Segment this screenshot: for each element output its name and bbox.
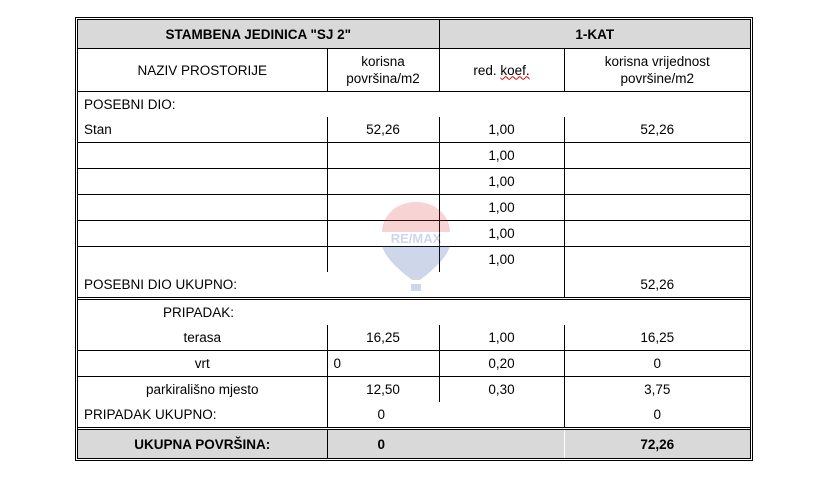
room-name: Stan: [78, 117, 327, 143]
col-area-header: [327, 49, 439, 92]
room-name: [78, 169, 327, 195]
unit-title: STAMBENA JEDINICA "SJ 2": [78, 20, 439, 49]
grand-value: 72,26: [564, 429, 750, 459]
col-coef-header: [439, 49, 564, 92]
col-area-line2: površina/m2: [346, 71, 420, 86]
coef-cell: 1,00: [439, 169, 564, 195]
room-name: [78, 143, 327, 169]
room-name: [78, 195, 327, 221]
table-row: [78, 325, 750, 351]
area-cell: 12,50: [327, 377, 439, 403]
grand-label: UKUPNA POVRŠINA:: [78, 429, 327, 459]
posebni-total-row: [78, 272, 750, 299]
room-name: [78, 247, 327, 273]
area-cell: [327, 195, 439, 221]
col-value-header: [564, 49, 750, 92]
table-row: [78, 143, 750, 169]
area-cell: 52,26: [327, 117, 439, 143]
coef-cell: 1,00: [439, 195, 564, 221]
col-name-header: NAZIV PROSTORIJE: [78, 49, 327, 92]
section-label: PRIPADAK:: [78, 299, 750, 326]
value-cell: 0: [564, 351, 750, 377]
col-area-line1: korisna: [361, 54, 405, 69]
coef-cell: 0,30: [439, 377, 564, 403]
section-row-posebni: [78, 92, 750, 118]
value-cell: [564, 247, 750, 273]
room-name: [78, 221, 327, 247]
grand-total-row: [78, 429, 750, 459]
area-cell: 16,25: [327, 325, 439, 351]
pripadak-total-row: [78, 402, 750, 429]
value-cell: [564, 169, 750, 195]
table-row: [78, 195, 750, 221]
table-row: [78, 221, 750, 247]
coef-cell: 1,00: [439, 221, 564, 247]
title-row: [78, 20, 750, 49]
total-label: PRIPADAK UKUPNO:: [78, 402, 327, 429]
col-coef-prefix: red.: [473, 62, 501, 78]
area-cell: [327, 143, 439, 169]
value-cell: 16,25: [564, 325, 750, 351]
section-row-pripadak: [78, 299, 750, 326]
coef-cell: 1,00: [439, 247, 564, 273]
table-row: [78, 351, 750, 377]
coef-cell: 1,00: [439, 143, 564, 169]
value-cell: 3,75: [564, 377, 750, 403]
col-coef-word: koef.: [500, 62, 530, 78]
room-name: terasa: [78, 325, 327, 351]
grand-area: 0: [327, 429, 564, 459]
area-table: [78, 20, 750, 458]
col-value-line1: korisna vrijednost: [604, 54, 710, 69]
total-label: POSEBNI DIO UKUPNO:: [78, 272, 564, 299]
table-row: [78, 247, 750, 273]
coef-cell: 0,20: [439, 351, 564, 377]
col-value-line2: površine/m2: [620, 71, 695, 86]
area-cell: 0: [327, 351, 439, 377]
value-cell: [564, 221, 750, 247]
column-header-row: [78, 49, 750, 92]
area-cell: [327, 221, 439, 247]
room-name: parkirališno mjesto: [78, 377, 327, 403]
coef-cell: 1,00: [439, 117, 564, 143]
section-label: POSEBNI DIO:: [78, 92, 750, 118]
value-cell: [564, 195, 750, 221]
table-row: [78, 169, 750, 195]
room-name: vrt: [78, 351, 327, 377]
value-cell: [564, 143, 750, 169]
coef-cell: 1,00: [439, 325, 564, 351]
value-cell: 52,26: [564, 117, 750, 143]
floor-title: 1-KAT: [439, 20, 750, 49]
watermark-text: RE/MAX: [390, 231, 442, 246]
total-area: 0: [327, 402, 564, 429]
total-value: 0: [564, 402, 750, 429]
table-row: [78, 377, 750, 403]
total-value: 52,26: [564, 272, 750, 299]
area-cell: [327, 247, 439, 273]
area-cell: [327, 169, 439, 195]
table-row: [78, 117, 750, 143]
area-table-frame: [75, 17, 753, 461]
